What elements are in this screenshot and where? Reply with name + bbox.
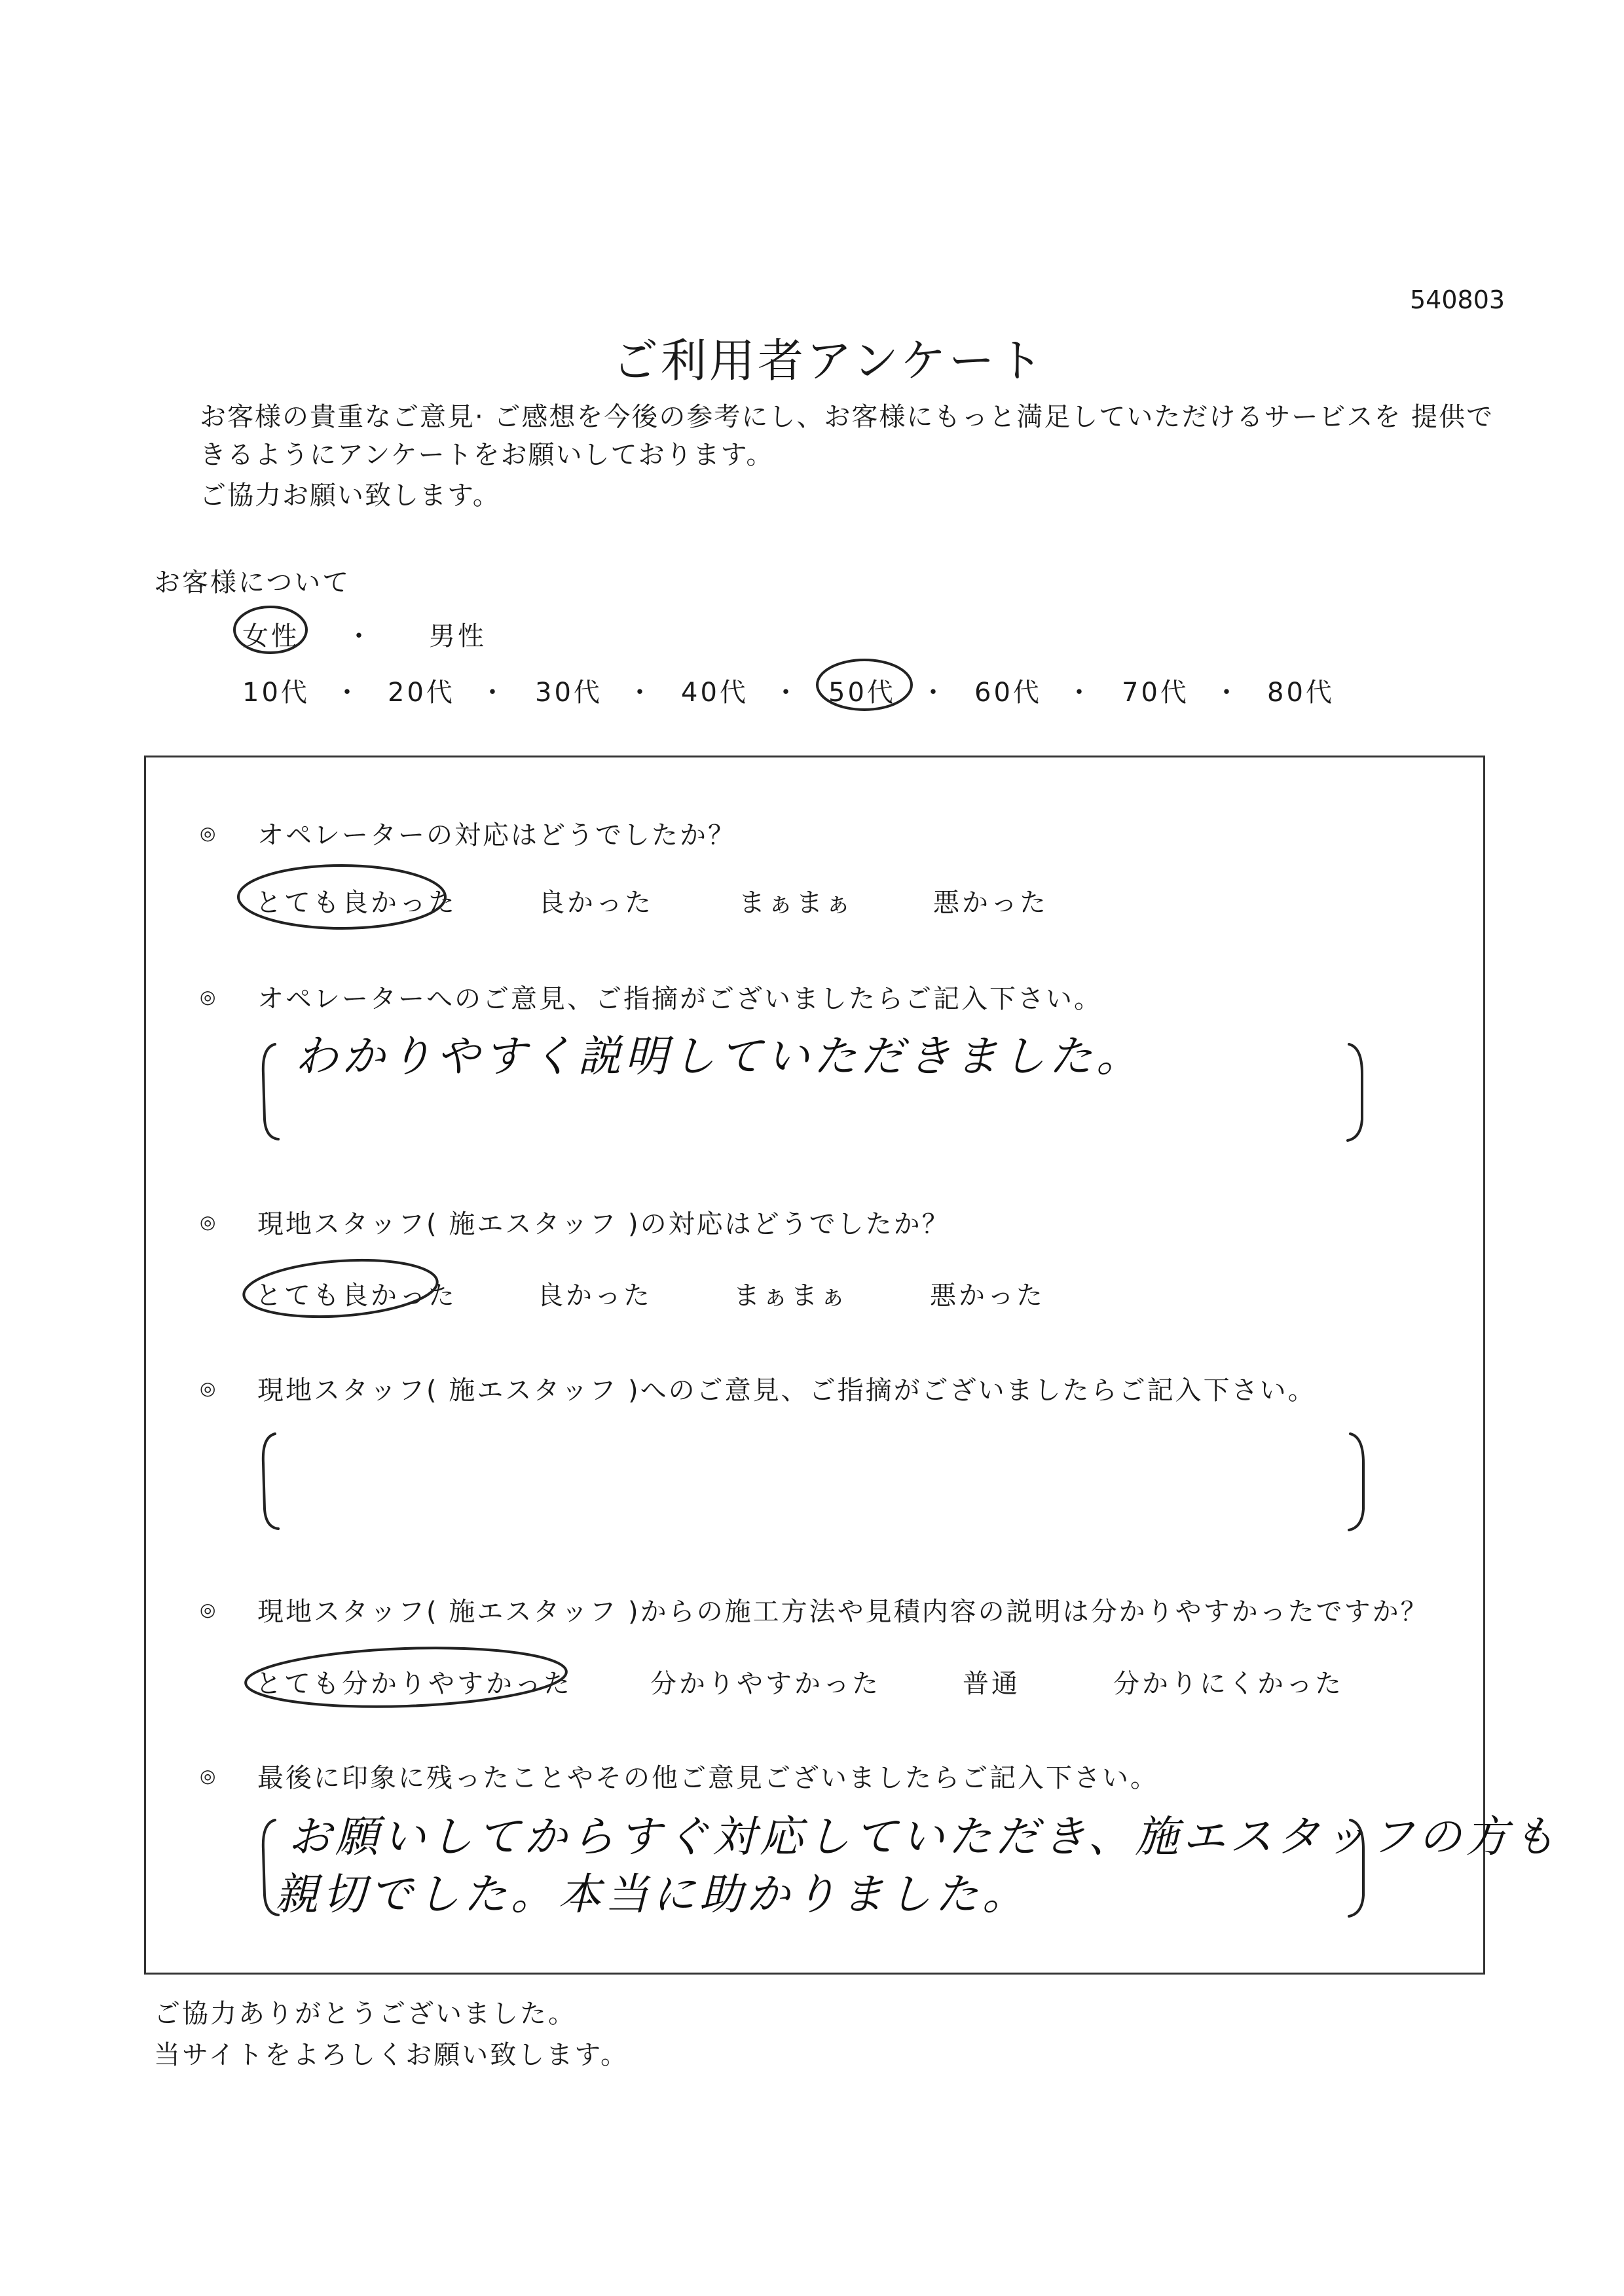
age-separator: ・ (1213, 678, 1242, 708)
age-separator: ・ (773, 678, 802, 708)
gender-separator: ・ (346, 621, 375, 651)
gender-female-option[interactable]: 女性 (242, 621, 300, 651)
question-bullet: ◎ (200, 986, 216, 1008)
intro-line-2: きるようにアンケートをお願いしております。 (200, 440, 774, 470)
q3-option-ok[interactable]: まぁまぁ (733, 1281, 849, 1311)
age-option-10[interactable]: 10代 (242, 678, 310, 708)
question-bullet: ◎ (200, 1765, 216, 1787)
age-option-70[interactable]: 70代 (1122, 678, 1189, 708)
q6-answer-line-1[interactable]: お願いしてからすぐ対応していただき、施エスタッフの方も (288, 1812, 1560, 1862)
age-option-60[interactable]: 60代 (974, 678, 1042, 708)
intro-line-1: お客様の貴重なご意見· ご感想を今後の参考にし、お客様にもっと満足していただけるサービスを 提供で (200, 402, 1494, 432)
age-separator: ・ (479, 678, 508, 708)
q5-text: 現地スタッフ( 施エスタッフ )からの施工方法や見積内容の説明は分かりやすかったですか？ (257, 1597, 1429, 1627)
age-option-50[interactable]: 50代 (828, 678, 896, 708)
question-bullet: ◎ (200, 822, 216, 844)
age-option-40[interactable]: 40代 (681, 678, 748, 708)
age-option-20[interactable]: 20代 (388, 678, 455, 708)
q1-option-bad[interactable]: 悪かった (933, 888, 1048, 918)
age-separator: ・ (1066, 678, 1095, 708)
q2-answer[interactable]: わかりやすく説明していただきました。 (295, 1031, 1143, 1082)
q1-text: オペレーターの対応はどうでしたか？ (257, 820, 736, 850)
question-bullet: ◎ (200, 1599, 216, 1620)
q5-option-clear[interactable]: 分かりやすかった (650, 1669, 881, 1699)
intro-line-3: ご協力お願い致します。 (200, 481, 500, 511)
document-id: 540803 (1410, 285, 1505, 314)
age-separator: ・ (920, 678, 949, 708)
age-separator: ・ (627, 678, 655, 708)
q5-option-unclear[interactable]: 分かりにくかった (1113, 1669, 1344, 1699)
closing-line-2: 当サイトをよろしくお願い致します。 (154, 2040, 629, 2070)
age-option-80[interactable]: 80代 (1267, 678, 1335, 708)
closing-line-1: ご協力ありがとうございました。 (154, 1999, 576, 2029)
q3-text: 現地スタッフ( 施エスタッフ )の対応はどうでしたか？ (257, 1209, 950, 1239)
question-bullet: ◎ (200, 1377, 216, 1399)
customer-heading: お客様について (154, 568, 351, 598)
q5-option-normal[interactable]: 普通 (963, 1669, 1020, 1699)
age-separator: ・ (334, 678, 363, 708)
q4-text: 現地スタッフ( 施エスタッフ )へのご意見、ご指摘がございましたらご記入下さい。 (257, 1376, 1316, 1406)
q3-option-very-good[interactable]: とても良かった (255, 1281, 457, 1311)
question-bullet: ◎ (200, 1211, 216, 1233)
q5-option-very-clear[interactable]: とても分かりやすかった (255, 1669, 572, 1699)
age-option-30[interactable]: 30代 (535, 678, 602, 708)
q1-option-ok[interactable]: まぁまぁ (739, 888, 854, 918)
q3-option-bad[interactable]: 悪かった (930, 1281, 1045, 1311)
q6-text: 最後に印象に残ったことやその他ご意見ございましたらご記入下さい。 (257, 1763, 1158, 1793)
q1-option-very-good[interactable]: とても良かった (255, 888, 457, 918)
q2-text: オペレーターへのご意見、ご指摘がございましたらご記入下さい。 (257, 984, 1102, 1014)
q6-answer-line-2[interactable]: 親切でした。本当に助かりました。 (275, 1869, 1029, 1920)
page-title: ご利用者アンケート (612, 334, 1046, 388)
q3-option-good[interactable]: 良かった (537, 1281, 652, 1311)
q1-option-good[interactable]: 良かった (538, 888, 654, 918)
gender-male-option[interactable]: 男性 (429, 621, 487, 651)
